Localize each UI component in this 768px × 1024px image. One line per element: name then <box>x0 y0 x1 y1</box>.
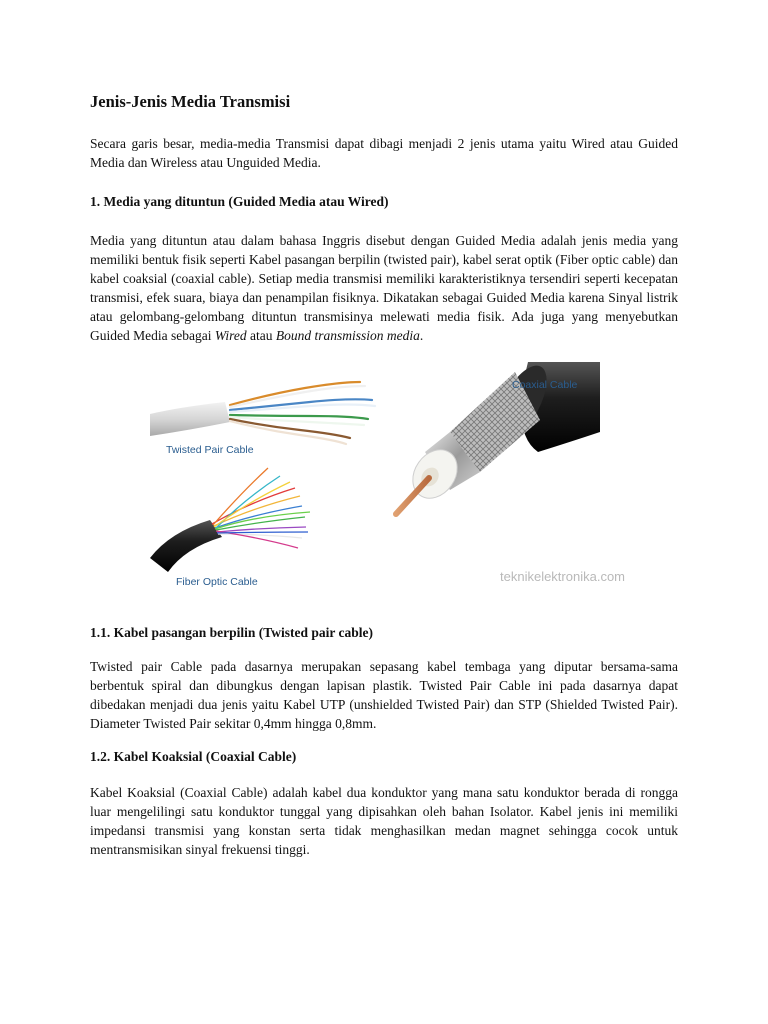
fiber-optic-label: Fiber Optic Cable <box>176 576 258 588</box>
bound-emphasis: Bound transmission media <box>275 328 420 343</box>
period-text: . <box>419 328 424 343</box>
guided-media-paragraph <box>90 231 678 345</box>
page-title: Jenis-Jenis Media Transmisi <box>90 92 291 111</box>
fiber-optic-cable-image <box>150 468 310 572</box>
coaxial-label: Coaxial Cable <box>512 379 578 391</box>
cable-illustration <box>150 362 625 590</box>
twisted-pair-label: Twisted Pair Cable <box>166 444 254 456</box>
twisted-pair-paragraph: Twisted pair Cable pada dasarnya merupakan sepasang kabel tembaga yang diputar bersama-sama berbentuk spiral dan dibungkus dengan lapisan plastik. Twisted Pair Cable ini pada dasarnya dapat dibedakan menjadi dua jenis yaitu Kabel UTP (unshielded Twisted Pair) dan STP (Shielded Twisted Pair). Diameter Twisted Pair sekitar 0,4mm hingga 0,8mm. <box>90 659 678 731</box>
atau-text: atau <box>246 328 276 343</box>
cable-types-figure <box>150 362 625 590</box>
coaxial-paragraph: Kabel Koaksial (Coaxial Cable) adalah kabel dua konduktor yang mana satu konduktor berada di rongga luar mengelilingi satu konduktor tunggal yang dipisahkan oleh bahan Isolator. Kabel jenis ini memiliki impedansi transmisi yang konstan serta tidak menghasilkan medan magnet sehingga cocok untuk mentransmisikan sinyal frekuensi tinggi. <box>90 785 678 857</box>
guided-media-heading: 1. Media yang dituntun (Guided Media atau Wired) <box>90 194 389 209</box>
watermark-text: teknikelektronika.com <box>500 569 625 584</box>
intro-paragraph: Secara garis besar, media-media Transmisi dapat dibagi menjadi 2 jenis utama yaitu Wired atau Guided Media dan Wireless atau Unguided Media. <box>90 136 678 170</box>
twisted-pair-heading: 1.1. Kabel pasangan berpilin (Twisted pair cable) <box>90 625 374 640</box>
guided-media-text: Media yang dituntun atau dalam bahasa Inggris disebut dengan Guided Media adalah jenis media yang memiliki bentuk fisik seperti Kabel pasangan berpilin (twisted pair), kabel serat optik (Fiber optic cable) dan kabel coaksial (coaxial cable). Setiap media transmisi memiliki karakteristiknya tersendiri seperti kecepatan transmisi, efek suara, biaya dan penampilan fisiknya. Dikatakan sebagai Guided Media karena Sinyal listrik atau gelombang-gelombang dituntun transmisinya melewati media fisik. Ada juga yang menyebutkan Guided Media sebagai <box>90 233 678 343</box>
wired-emphasis: Wired <box>214 328 247 343</box>
coaxial-heading: 1.2. Kabel Koaksial (Coaxial Cable) <box>90 749 297 764</box>
document-page <box>90 92 678 857</box>
twisted-pair-cable-image <box>150 382 375 444</box>
